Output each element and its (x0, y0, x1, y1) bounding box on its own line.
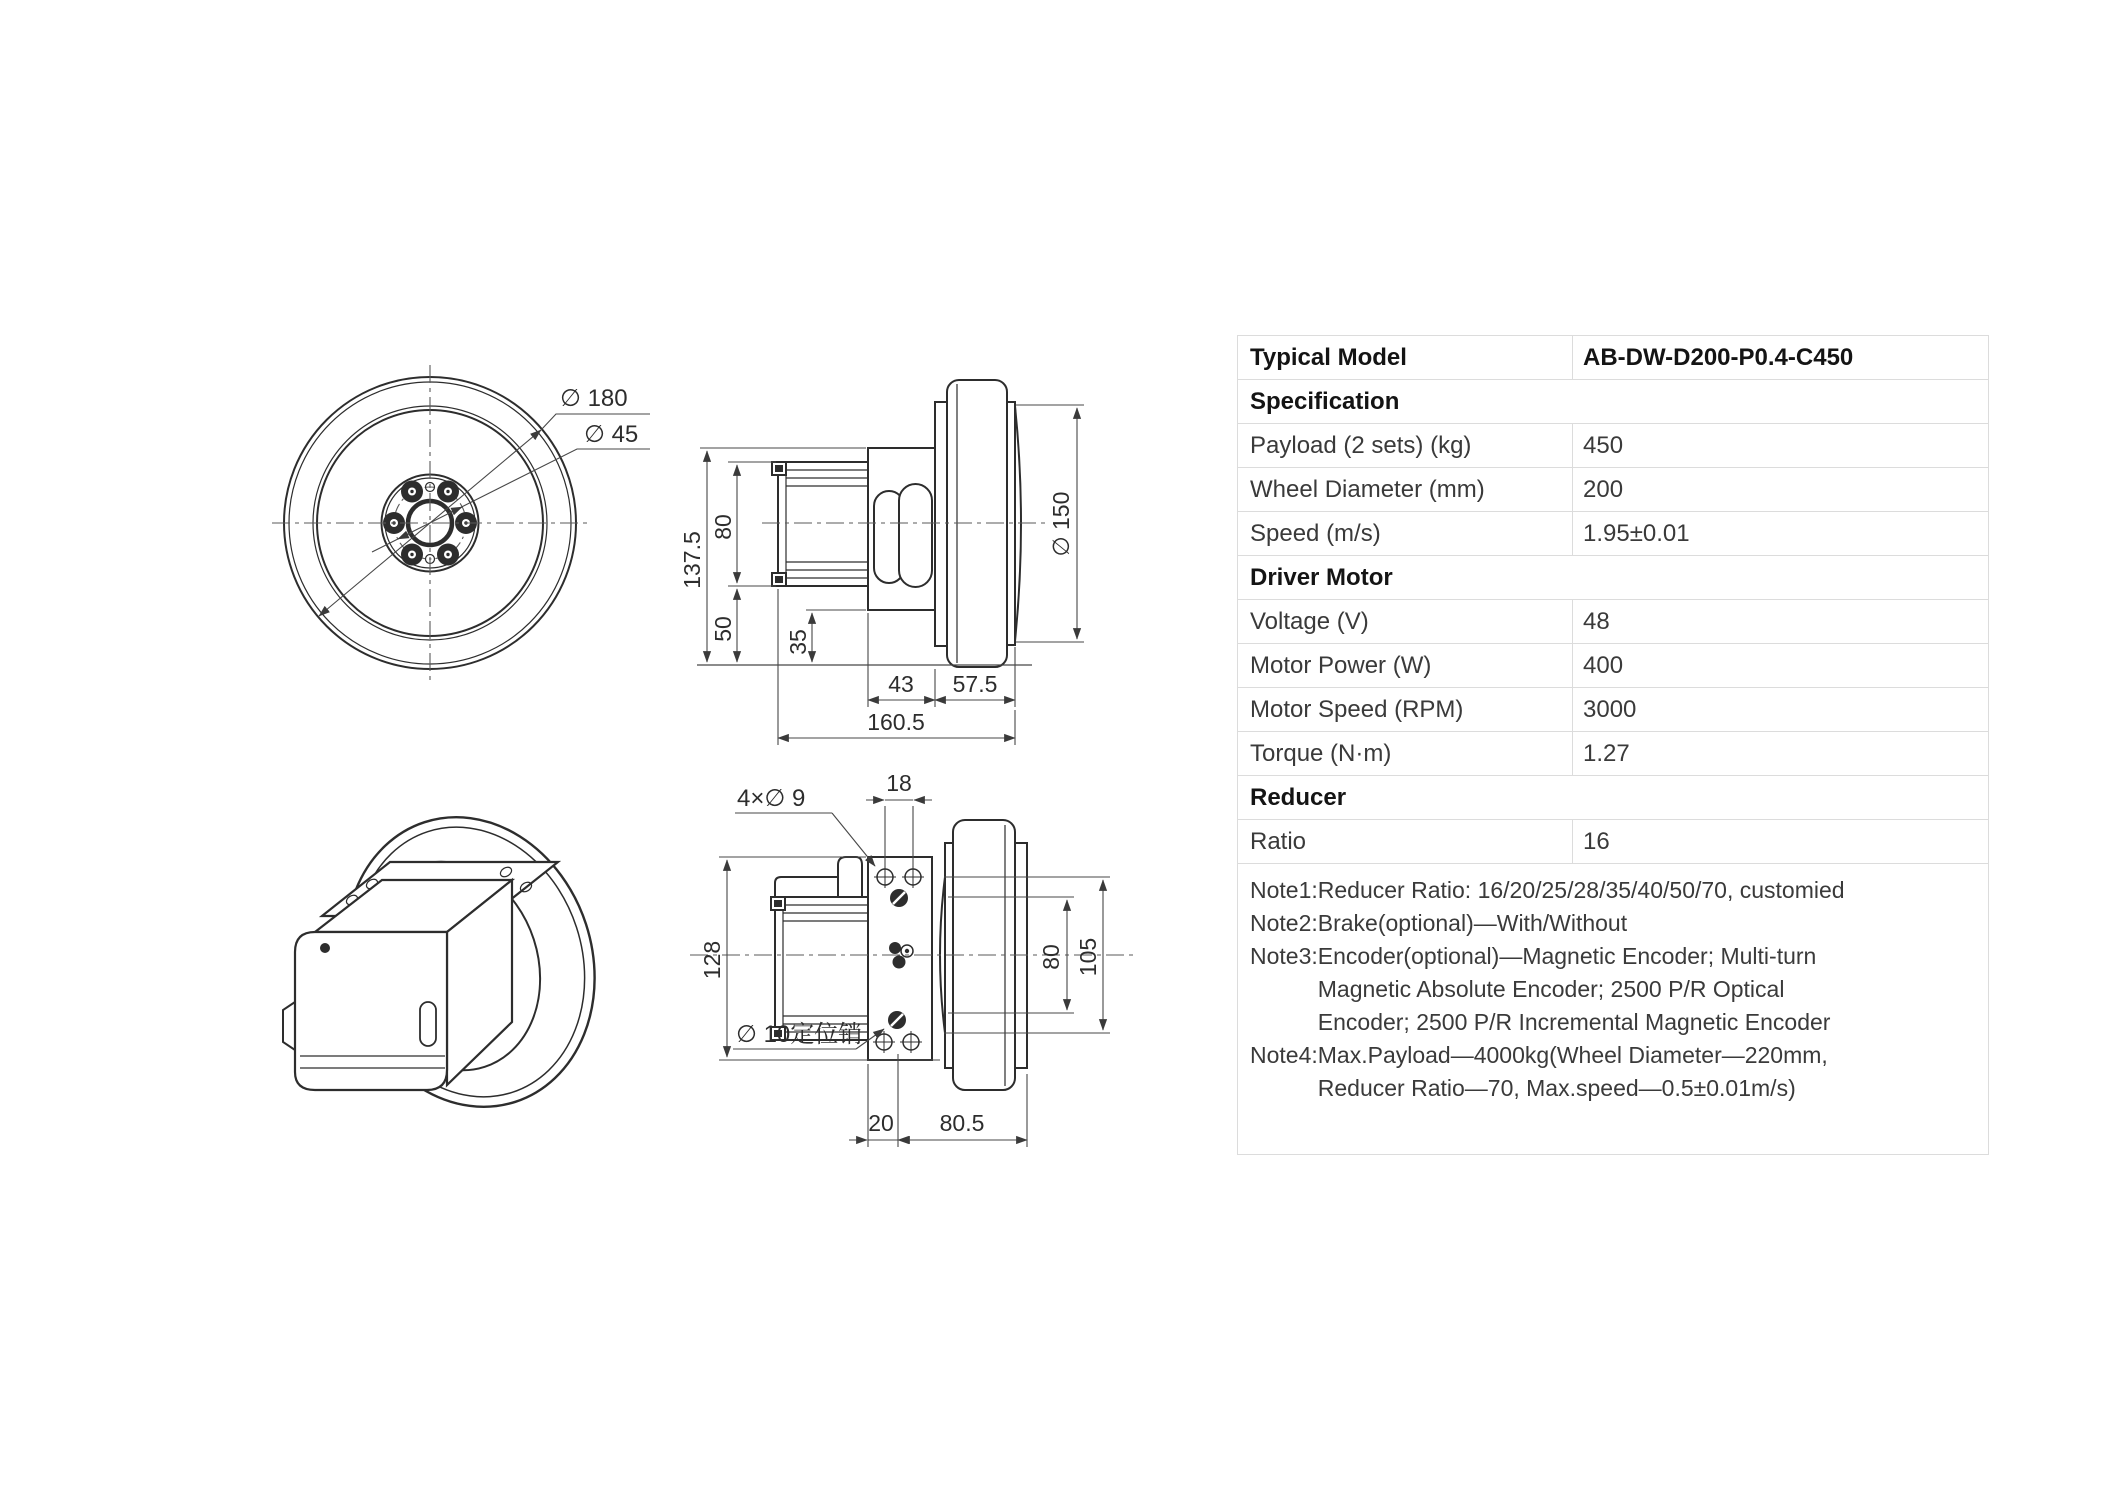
spec-table (1237, 335, 1989, 1155)
dim-hub-height: 35 (785, 629, 811, 655)
notes-row (1238, 864, 1989, 1155)
spec-row-label: Motor Power (W) (1238, 644, 1573, 688)
note-label: Note1: (1250, 877, 1318, 903)
coupling-right (899, 484, 932, 587)
spec-row-value: 3000 (1573, 688, 1989, 732)
spec-row-value: 200 (1573, 468, 1989, 512)
dim-motor-height: 80 (710, 514, 736, 540)
dim-locating-pin: ∅ 10定位销 (736, 1021, 863, 1048)
dim-flange-width: 43 (888, 671, 914, 697)
section-row (1238, 556, 1989, 600)
table-row (1238, 732, 1989, 776)
spec-row-label: Motor Speed (RPM) (1238, 688, 1573, 732)
spec-row-value: 400 (1573, 644, 1989, 688)
brake-housing (775, 877, 838, 897)
dim-bolt-circle-diameter: ∅ 45 (584, 421, 639, 448)
dim-total-length: 160.5 (867, 709, 925, 735)
section-row (1238, 776, 1989, 820)
spec-row-value: 450 (1573, 424, 1989, 468)
note-label: Note2: (1250, 910, 1318, 936)
note-label: Note3: (1250, 943, 1318, 969)
dim-ring-diameter: 105 (1075, 937, 1101, 977)
spec-row-value: 1.27 (1573, 732, 1989, 776)
note-text: Reducer Ratio: 16/20/25/28/35/40/50/70, customied (1317, 877, 1845, 903)
spec-row-label: Wheel Diameter (mm) (1238, 468, 1573, 512)
spec-row-value: AB-DW-D200-P0.4-C450 (1573, 336, 1989, 380)
spec-row-label: Payload (2 sets) (kg) (1238, 424, 1573, 468)
note-item (1250, 907, 1982, 940)
isometric-view-drawing (283, 784, 631, 1139)
table-row (1238, 644, 1989, 688)
wheel-left-lip (935, 402, 947, 646)
spec-row-label: Speed (m/s) (1238, 512, 1573, 556)
iso-motor-front (295, 932, 447, 1090)
dim-hub-diameter: 80 (1038, 944, 1064, 970)
table-row (1238, 600, 1989, 644)
dim-bolt-holes: 4×∅ 9 (737, 785, 806, 812)
motor-body (778, 462, 868, 586)
note-text: Brake(optional)—With/Without (1317, 910, 1628, 936)
dim-wheel-width: 57.5 (952, 671, 998, 697)
notes-cell (1238, 864, 1989, 1155)
motor-body-rear (775, 897, 868, 1040)
note-item (1250, 940, 1982, 1039)
spec-row-value: 1.95±0.01 (1573, 512, 1989, 556)
dim-total-height: 137.5 (679, 531, 705, 589)
table-row (1238, 688, 1989, 732)
note-item (1250, 874, 1982, 907)
rear-view-drawing (690, 770, 1135, 1147)
note-label: Note4: (1250, 1042, 1318, 1068)
table-row (1238, 512, 1989, 556)
section-title: Driver Motor (1238, 556, 1989, 600)
note-text: Encoder(optional)—Magnetic Encoder; Multi-turn Magnetic Absolute Encoder; 2500 P/R Optical Encoder; 2500 P/R Incremental Magnetic Encoder (1317, 943, 1831, 1035)
dim-wheel-diameter: ∅ 150 (1048, 491, 1074, 557)
section-title: Reducer (1238, 776, 1989, 820)
dim-hole-pitch: 18 (886, 770, 912, 796)
table-row (1238, 468, 1989, 512)
spec-row-value: 16 (1573, 820, 1989, 864)
spec-row-label: Voltage (V) (1238, 600, 1573, 644)
cable-conduit (838, 857, 862, 897)
spec-row-label: Ratio (1238, 820, 1573, 864)
note-item (1250, 1039, 1982, 1105)
section-title: Specification (1238, 380, 1989, 424)
section-row (1238, 380, 1989, 424)
note-text: Max.Payload—4000kg(Wheel Diameter—220mm, Reducer Ratio—70, Max.speed—0.5±0.01m/s) (1317, 1042, 1828, 1101)
dim-pin-offset: 20 (868, 1110, 894, 1136)
spec-row-value: 48 (1573, 600, 1989, 644)
dim-plate-height: 128 (699, 940, 725, 980)
side-view-drawing (679, 380, 1084, 745)
dim-wheel-offset: 80.5 (939, 1110, 985, 1136)
table-row (1238, 424, 1989, 468)
dim-lower-height: 50 (710, 616, 736, 642)
table-row (1238, 820, 1989, 864)
spec-row-label: Torque (N·m) (1238, 732, 1573, 776)
table-row (1238, 336, 1989, 380)
dim-outer-diameter: ∅ 180 (560, 385, 628, 412)
front-view-drawing (272, 365, 650, 681)
spec-row-label: Typical Model (1238, 336, 1573, 380)
